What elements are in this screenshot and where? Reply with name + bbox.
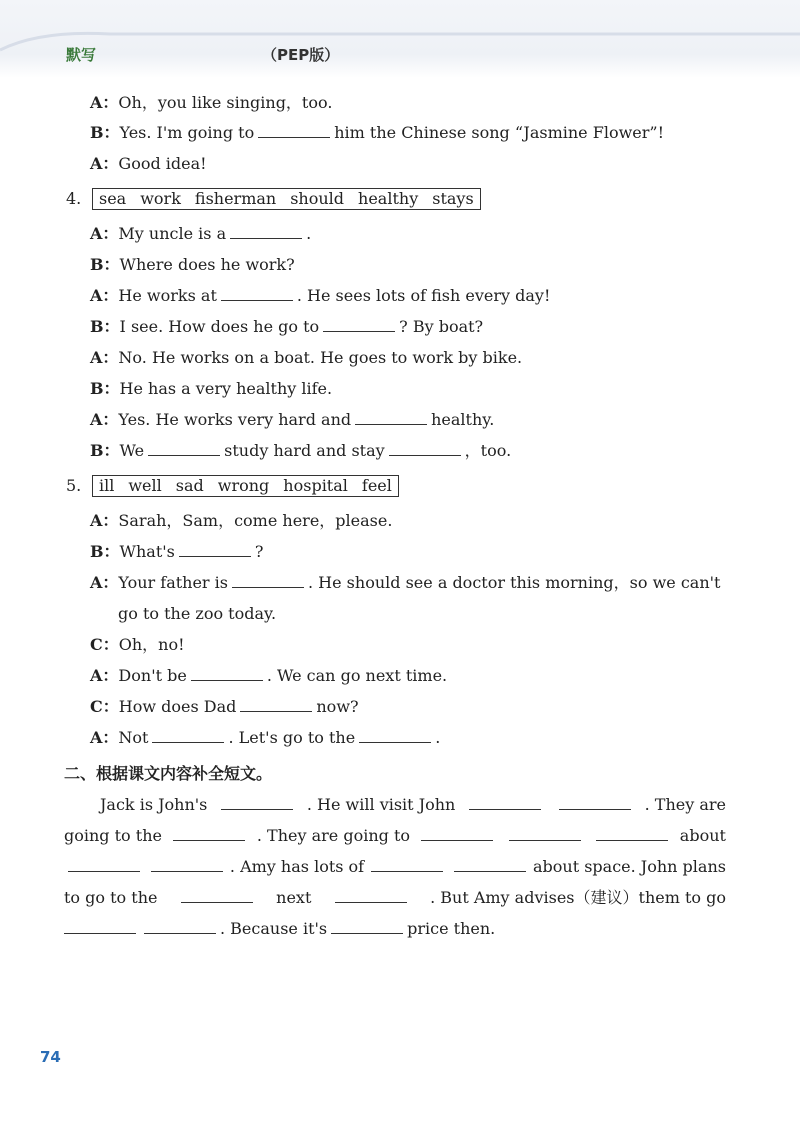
answer-blank[interactable] [323, 317, 395, 332]
answer-blank[interactable] [64, 919, 136, 934]
word-bank-item: healthy [358, 189, 419, 208]
answer-blank[interactable] [509, 826, 581, 841]
dialogue-line: B：Yes. I'm going to him the Chinese song “Jasmine Flower”! [90, 123, 664, 142]
section-title: 二、根据课文内容补全短文。 [64, 764, 273, 783]
word-bank-box [92, 188, 481, 210]
answer-blank[interactable] [68, 857, 140, 872]
dialogue-line: A：Not . Let's go to the . [90, 728, 441, 747]
answer-blank[interactable] [454, 857, 526, 872]
answer-blank[interactable] [181, 888, 253, 903]
dialogue-line: A：He works at . He sees lots of fish every day! [90, 286, 551, 305]
book-series-label: 默写 [66, 46, 97, 64]
answer-blank[interactable] [221, 795, 293, 810]
answer-blank[interactable] [232, 573, 304, 588]
dialogue-line-continued: go to the zoo today. [118, 604, 277, 623]
word-bank-item: fisherman [194, 189, 277, 208]
word-bank-item: sad [175, 476, 204, 495]
answer-blank[interactable] [191, 666, 263, 681]
passage-line: Jack is John's . He will visit John . They are [100, 795, 726, 814]
dialogue-line: A：Yes. He works very hard and healthy. [90, 410, 495, 429]
word-bank-box [92, 475, 399, 497]
answer-blank[interactable] [421, 826, 493, 841]
header-curve-decoration [0, 20, 800, 60]
dialogue-line: B：I see. How does he go to ? By boat? [90, 317, 484, 336]
answer-blank[interactable] [258, 123, 330, 138]
answer-blank[interactable] [173, 826, 245, 841]
answer-blank[interactable] [230, 224, 302, 239]
word-bank-item: sea [99, 189, 127, 208]
answer-blank[interactable] [359, 728, 431, 743]
word-bank-item: feel [361, 476, 392, 495]
word-bank-item: wrong [217, 476, 270, 495]
answer-blank[interactable] [151, 857, 223, 872]
answer-blank[interactable] [221, 286, 293, 301]
passage-line: going to the . They are going to about [64, 826, 726, 845]
word-bank-item: ill [99, 476, 115, 495]
answer-blank[interactable] [144, 919, 216, 934]
answer-blank[interactable] [389, 441, 461, 456]
answer-blank[interactable] [148, 441, 220, 456]
word-bank-item: well [128, 476, 162, 495]
dialogue-line: A：My uncle is a . [90, 224, 312, 243]
page-number: 74 [40, 1048, 61, 1066]
dialogue-line: A：Oh，you like singing，too. [90, 93, 333, 112]
answer-blank[interactable] [355, 410, 427, 425]
answer-blank[interactable] [240, 697, 312, 712]
edition-label: （PEP版） [262, 46, 340, 64]
word-bank-item: should [290, 189, 345, 208]
answer-blank[interactable] [596, 826, 668, 841]
question-number: 5. [66, 476, 82, 495]
word-bank-item: stays [432, 189, 474, 208]
answer-blank[interactable] [179, 542, 251, 557]
answer-blank[interactable] [559, 795, 631, 810]
dialogue-line: A：Sarah，Sam，come here，please. [90, 511, 393, 530]
dialogue-line: B：We study hard and stay ，too. [90, 441, 512, 460]
dialogue-line: B：Where does he work? [90, 255, 295, 274]
word-bank-item: work [140, 189, 181, 208]
answer-blank[interactable] [331, 919, 403, 934]
dialogue-line: A：Your father is . He should see a doctor this morning，so we can't [90, 573, 721, 592]
passage-line: . Because it's price then. [64, 919, 495, 939]
answer-blank[interactable] [371, 857, 443, 872]
dialogue-line: A：No. He works on a boat. He goes to work by bike. [90, 348, 523, 367]
question-number: 4. [66, 189, 82, 208]
dialogue-line: B：He has a very healthy life. [90, 379, 333, 398]
dialogue-line: B：What's ? [90, 542, 264, 561]
answer-blank[interactable] [152, 728, 224, 743]
answer-blank[interactable] [335, 888, 407, 903]
answer-blank[interactable] [469, 795, 541, 810]
dialogue-line: A：Good idea! [90, 154, 207, 173]
dialogue-line: A：Don't be . We can go next time. [90, 666, 448, 685]
passage-line: to go to the next . But Amy advises（建议）them to go [64, 888, 726, 907]
dialogue-line: C：How does Dad now? [90, 697, 359, 716]
dialogue-line: C：Oh，no! [90, 635, 185, 654]
word-bank-item: hospital [283, 476, 348, 495]
passage-line: . Amy has lots of about space. John plans [64, 857, 726, 877]
